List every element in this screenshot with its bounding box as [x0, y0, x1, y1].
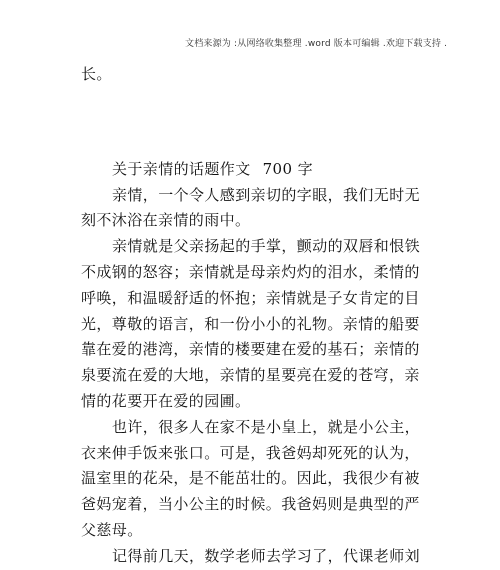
essay-line: 父慈母。 — [81, 520, 143, 539]
document-page — [81, 62, 421, 570]
essay-line: 记得前几天，数学老师去学习了，代课老师刘 — [112, 546, 421, 565]
essay-line: 温室里的花朵，是不能茁壮的。因此，我很少有被 — [81, 469, 420, 488]
essay-line: 爸妈宠着，当小公主的时候。我爸妈则是典型的严 — [81, 495, 420, 514]
source-note: 文档来源为 :从网络收集整理 .word 版本可编辑 .欢迎下载支持 . — [185, 39, 448, 49]
essay-line: 也许，很多人在家不是小皇上，就是小公主， — [112, 417, 421, 436]
essay-title — [81, 157, 421, 183]
essay-line: 不成钢的怒容；亲情就是母亲灼灼的泪水，柔情的 — [81, 262, 420, 281]
essay-line: 刻不沐浴在亲情的雨中。 — [81, 211, 251, 230]
essay-line: 亲情，一个令人感到亲切的字眼，我们无时无 — [112, 185, 421, 204]
essay-line: 亲情就是父亲扬起的手掌，颤动的双唇和恨铁 — [112, 237, 421, 256]
essay-line: 靠在爱的港湾，亲情的楼要建在爱的基石；亲情的 — [81, 340, 420, 359]
top-fragment: 长。 — [81, 65, 112, 83]
essay-line: 光，尊敬的语言，和一份小小的礼物。亲情的船要 — [81, 314, 420, 333]
essay-title-text: 关于亲情的话题作文 — [112, 159, 251, 178]
essay-line: 呼唤，和温暖舒适的怀抱；亲情就是子女肯定的目 — [81, 288, 420, 307]
section-spacer — [81, 88, 421, 157]
essay-line: 衣来伸手饭来张口。可是，我爸妈却死死的认为， — [81, 443, 420, 462]
essay-body — [81, 183, 421, 570]
essay-title-word-count: 700 字 — [262, 159, 314, 178]
essay-line: 情的花要开在爱的园圃。 — [81, 391, 251, 410]
essay-line: 泉要流在爱的大地，亲情的星要亮在爱的苍穹，亲 — [81, 366, 420, 385]
